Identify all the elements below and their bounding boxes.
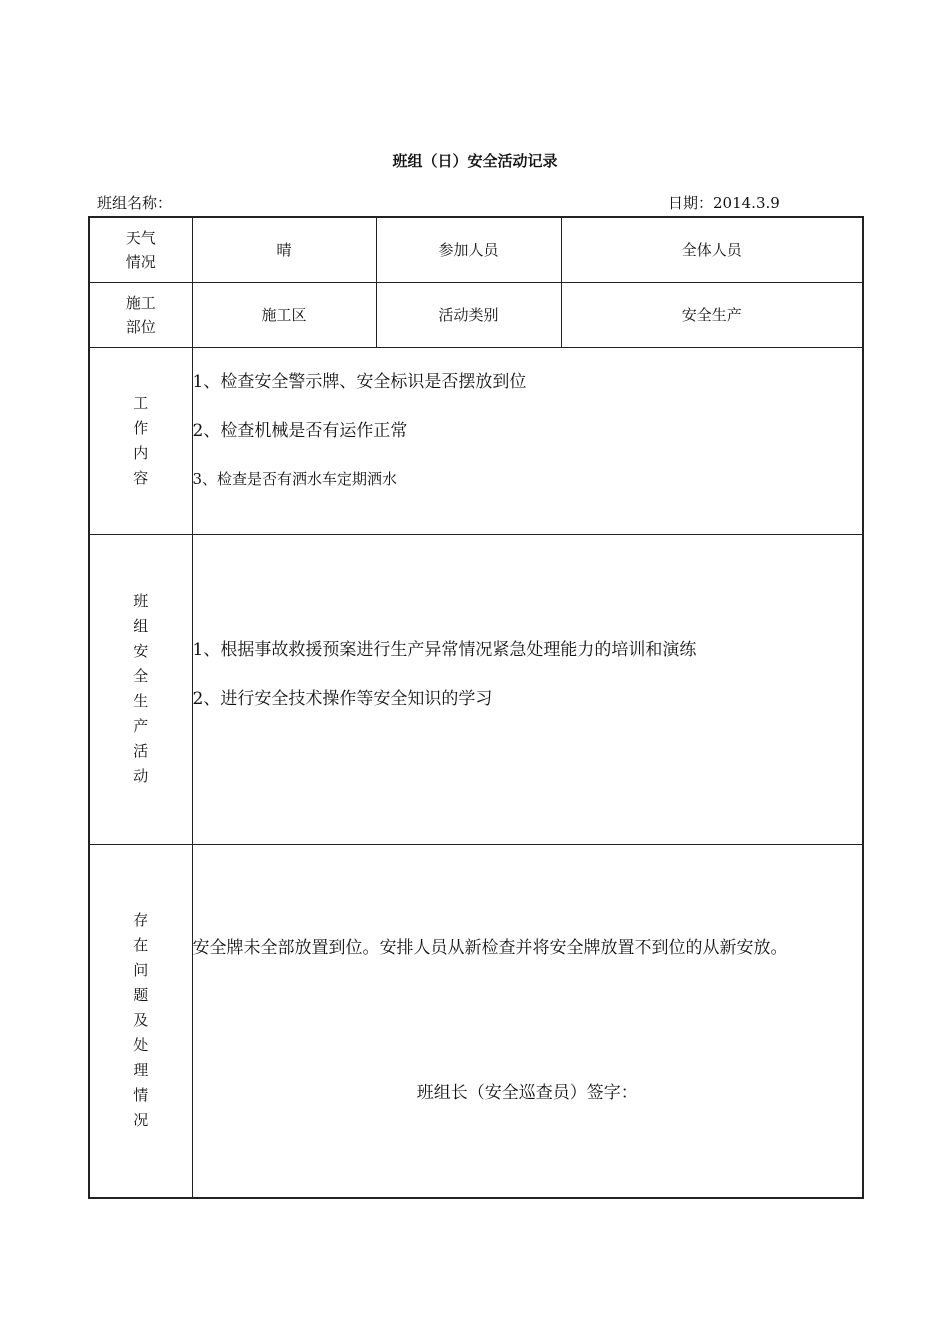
work-label-char: 容 [133, 468, 149, 487]
activity-label-char: 产 [133, 717, 149, 735]
issues-label-char: 存 [133, 911, 149, 930]
weather-row [89, 217, 863, 282]
signature-label: 班组长（安全巡查员）签字： [416, 1082, 638, 1103]
work-item-3: 3、检查是否有洒水车定期洒水 [192, 469, 398, 488]
participants-value: 全体人员 [561, 217, 863, 282]
weather-value: 晴 [192, 217, 376, 282]
issues-label-char: 处 [133, 1036, 149, 1055]
safety-activity-cell [192, 534, 863, 844]
activity-label-char: 动 [133, 767, 149, 785]
issues-row [89, 844, 863, 1198]
site-label-line-1: 施工 [125, 293, 156, 312]
safety-activity-row [89, 534, 863, 844]
team-name-label: 班组名称： [97, 194, 173, 212]
issues-text: 安全牌未全部放置到位。安排人员从新检查并将安全牌放置不到位的从新安放。 [192, 937, 788, 958]
work-label-char: 作 [133, 418, 149, 437]
issues-cell [192, 844, 863, 1198]
site-row [89, 282, 863, 347]
issues-label-char: 况 [133, 1111, 149, 1130]
weather-label-line-1: 天气 [125, 228, 156, 247]
activity-item-1: 1、根据事故救援预案进行生产异常情况紧急处理能力的培训和演练 [192, 639, 697, 660]
work-content-cell [192, 347, 863, 534]
site-label-cell [89, 282, 192, 347]
activity-label-char: 安 [133, 642, 149, 660]
work-label-char: 内 [133, 443, 149, 462]
weather-label-line-2: 情况 [125, 252, 156, 271]
activity-record-table [88, 216, 864, 1199]
site-value: 施工区 [192, 282, 376, 347]
work-item-2: 2、检查机械是否有运作正常 [192, 420, 408, 441]
issues-label-char: 题 [133, 986, 149, 1005]
activity-label-char: 全 [133, 667, 149, 685]
work-item-1: 1、检查安全警示牌、安全标识是否摆放到位 [192, 371, 527, 392]
activity-label-char: 组 [133, 617, 149, 635]
activity-label-char: 活 [133, 742, 149, 760]
issues-label-char: 及 [133, 1011, 149, 1030]
site-label-line-2: 部位 [125, 317, 156, 336]
activity-item-2: 2、进行安全技术操作等安全知识的学习 [192, 688, 493, 709]
date-label: 日期：2014.3.9 [668, 194, 780, 212]
issues-label-char: 问 [133, 961, 149, 980]
work-content-row [89, 347, 863, 534]
safety-activity-label [89, 534, 192, 844]
page-title: 班组（日）安全活动记录 [392, 152, 558, 170]
participants-label: 参加人员 [376, 217, 561, 282]
activity-type-label: 活动类别 [376, 282, 561, 347]
issues-label-char: 情 [133, 1086, 149, 1105]
activity-label-char: 生 [133, 692, 149, 710]
activity-type-value: 安全生产 [561, 282, 863, 347]
issues-label [89, 844, 192, 1198]
activity-label-char: 班 [133, 592, 149, 610]
work-label-char: 工 [133, 393, 149, 412]
issues-label-char: 在 [133, 936, 149, 955]
issues-label-char: 理 [133, 1061, 149, 1080]
work-content-label [89, 347, 192, 534]
weather-label-cell [89, 217, 192, 282]
